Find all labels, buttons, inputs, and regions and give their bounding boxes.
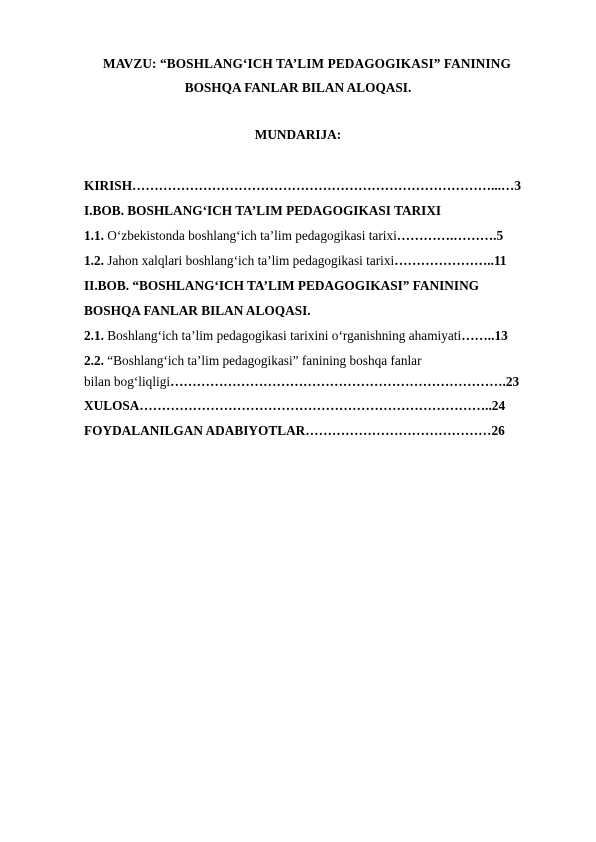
toc-label: Jahon xalqlari boshlang‘ich ta’lim pedagogikasi tarixi <box>107 253 395 268</box>
toc-label: “Boshlang‘ich ta’lim pedagogikasi” fanining boshqa fanlar <box>107 353 422 368</box>
toc-label: XULOSA <box>84 398 140 413</box>
toc-label: KIRISH <box>84 178 133 193</box>
toc-page-number: 11 <box>493 253 507 268</box>
document-title-line-2: BOSHQA FANLAR BILAN ALOQASI. <box>184 80 412 95</box>
toc-entry-2-1 <box>84 328 508 344</box>
toc-page-number: 26 <box>491 423 505 438</box>
toc-page-number: 5 <box>496 228 504 243</box>
toc-entry-2-2-line-1 <box>84 353 422 369</box>
document-title-line-1: MAVZU: “BOSHLANG‘ICH TA’LIM PEDAGOGIKASI” FANINING <box>103 56 511 71</box>
toc-label: O‘zbekistonda boshlang‘ich ta’lim pedagogikasi tarixi <box>107 228 397 243</box>
toc-section-number: 1.1. <box>84 228 104 243</box>
toc-chapter-2-line-2: BOSHQA FANLAR BILAN ALOQASI. <box>84 303 311 318</box>
toc-dots: …………………………………… <box>305 423 492 438</box>
toc-dots: …………………………………………………………………. <box>170 374 506 389</box>
toc-page-number: 13 <box>494 328 508 343</box>
toc-entry-1-1 <box>84 228 503 244</box>
toc-dots: …….. <box>461 328 495 343</box>
toc-page-number: 23 <box>505 374 520 389</box>
toc-dots: ………………….. <box>394 253 494 268</box>
toc-entry-conclusion <box>84 398 505 414</box>
toc-section-number: 2.1. <box>84 328 104 343</box>
toc-dots: ………………………………………………………………………...… <box>132 178 515 193</box>
toc-label: Boshlang‘ich ta’lim pedagogikasi tarixini o‘rganishning ahamiyati <box>107 328 462 343</box>
toc-section-number: 1.2. <box>84 253 104 268</box>
toc-chapter-2-line-1: II.BOB. “BOSHLANG‘ICH TA’LIM PEDAGOGIKASI” FANINING <box>84 278 480 293</box>
toc-entry-1-2 <box>84 253 507 269</box>
toc-entry-2-2-line-2 <box>84 374 519 390</box>
contents-heading: MUNDARIJA: <box>254 127 342 142</box>
toc-dots: …………………………………………………………………….. <box>139 398 492 413</box>
toc-entry-references <box>84 423 505 439</box>
toc-label: FOYDALANILGAN ADABIYOTLAR <box>84 423 306 438</box>
toc-dots: ………….………. <box>396 228 497 243</box>
toc-label: bilan bog‘liqligi <box>84 374 171 389</box>
toc-page-number: 3 <box>514 178 521 193</box>
toc-section-number: 2.2. <box>84 353 104 368</box>
toc-entry-intro <box>84 178 521 194</box>
toc-page-number: 24 <box>491 398 506 413</box>
toc-chapter-1: I.BOB. BOSHLANG‘ICH TA’LIM PEDAGOGIKASI TARIXI <box>84 203 442 218</box>
